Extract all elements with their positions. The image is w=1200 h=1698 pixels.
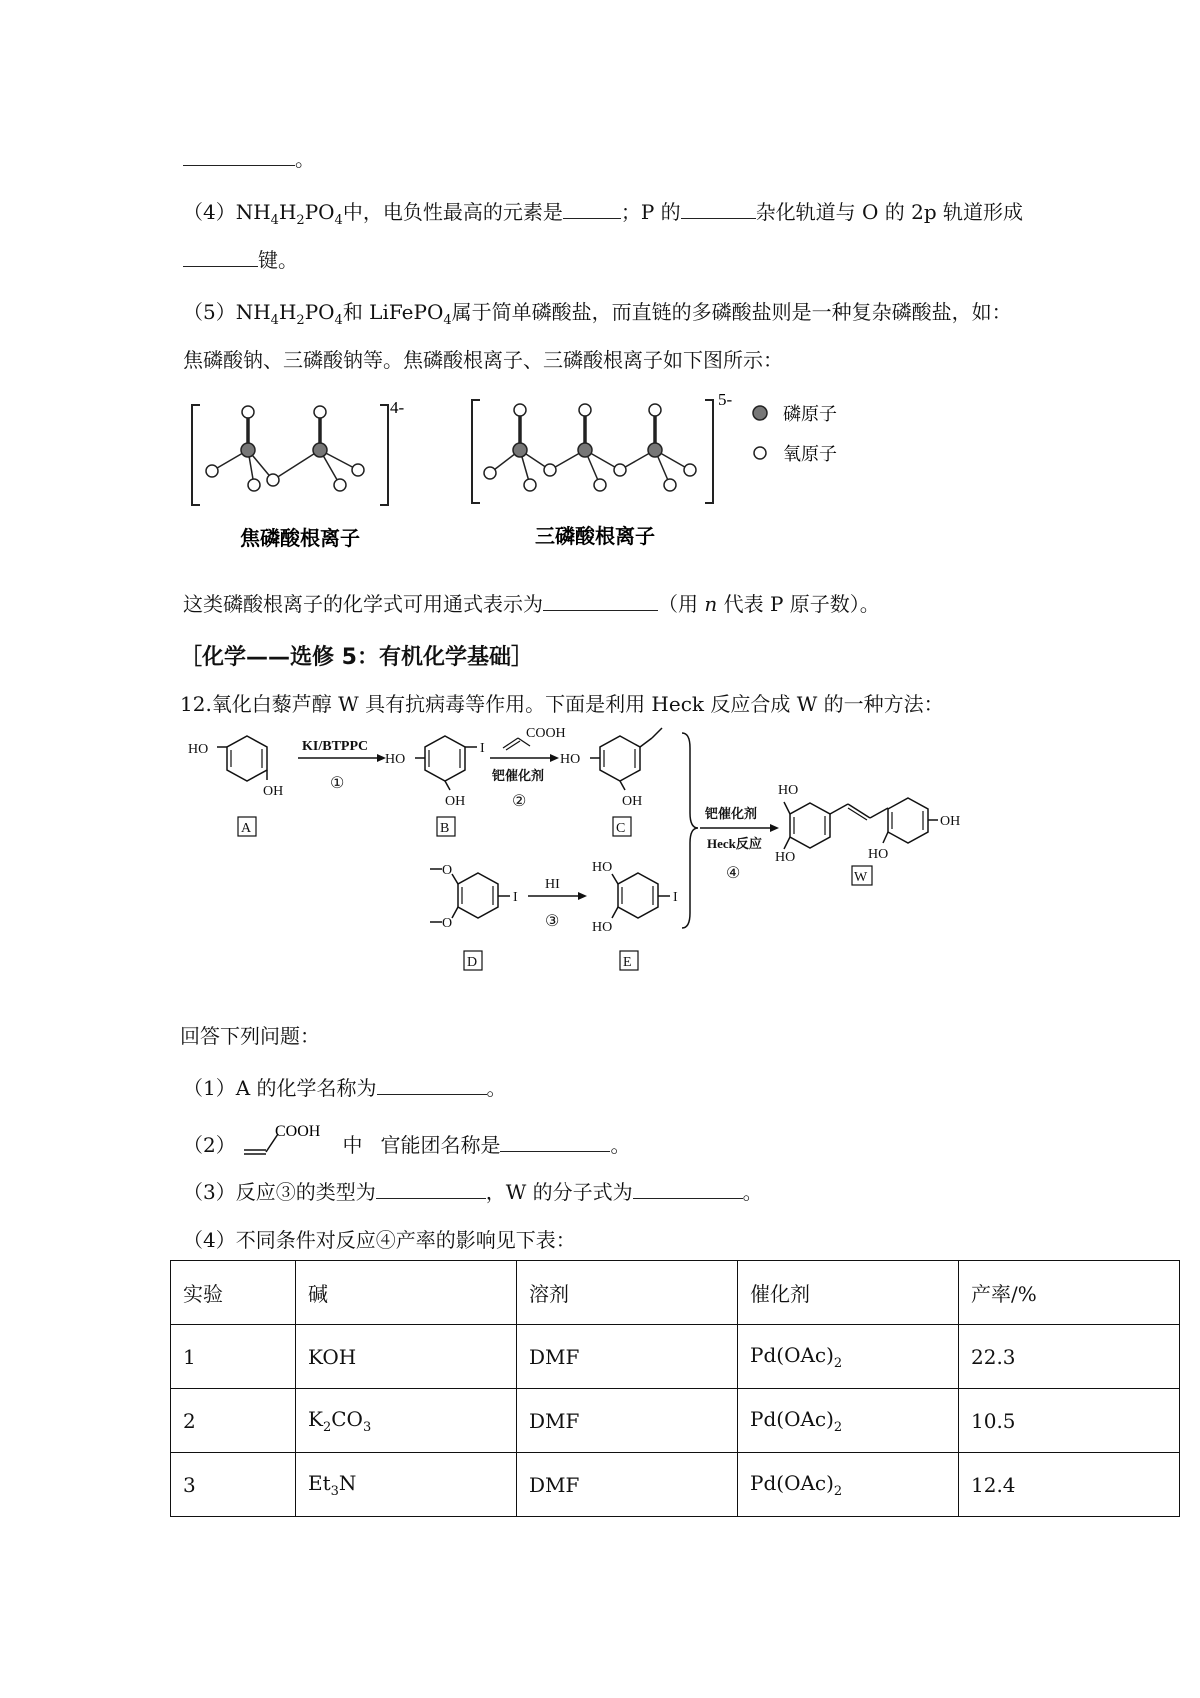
q4-line-1: $(4)NH_4H_2PO_4$中，电负性最高的元素是 ；P 的 杂化轨道与 O 的 2p 轨道形成 xyxy=(183,200,1024,228)
svg-text:三磷酸根离子: 三磷酸根离子 xyxy=(535,526,655,548)
q12-sub-3: （3）反应③的类型为 ，W 的分子式为 。 xyxy=(183,1180,763,1204)
svg-text:OH: OH xyxy=(263,784,284,799)
q12-sub-2: （2） COOH 中 官能团名称是 。 xyxy=(183,1123,631,1157)
svg-text:焦磷酸根离子: 焦磷酸根离子 xyxy=(240,528,360,550)
table-header-cell: 溶剂 xyxy=(517,1261,738,1325)
svg-text:I: I xyxy=(673,890,678,905)
svg-text:B: B xyxy=(440,821,450,836)
answer-blank xyxy=(563,198,621,219)
phosphate-ions-figure xyxy=(190,390,950,555)
arrow-step-2 xyxy=(490,726,566,810)
svg-text:钯催化剂: 钯催化剂 xyxy=(492,768,545,783)
q4-line-2: 键。 xyxy=(183,246,298,274)
svg-text:HO: HO xyxy=(868,847,889,862)
svg-text:HO: HO xyxy=(775,850,796,865)
svg-text:HO: HO xyxy=(385,752,406,767)
svg-text:OH: OH xyxy=(622,794,643,809)
table-header-cell: 产率/% xyxy=(959,1261,1180,1325)
svg-text:I: I xyxy=(480,741,485,756)
table-header-cell: 催化剂 xyxy=(738,1261,959,1325)
q12-sub-4: （4）不同条件对反应④产率的影响见下表： xyxy=(183,1228,576,1252)
table-header-cell: 碱 xyxy=(296,1261,517,1325)
answer-blank xyxy=(681,198,756,219)
compound-D xyxy=(430,863,518,970)
oxygen-legend-icon xyxy=(754,447,766,459)
prev-answer-line: 。 xyxy=(183,145,315,173)
svg-text:HO: HO xyxy=(592,920,613,935)
arrow-step-4 xyxy=(700,806,779,882)
legend xyxy=(753,404,837,464)
svg-text:HO: HO xyxy=(592,860,613,875)
answer-blank xyxy=(183,246,258,267)
answer-blank xyxy=(376,1178,486,1199)
answer-blank xyxy=(500,1131,610,1152)
answer-blank xyxy=(377,1074,487,1095)
yield-table xyxy=(170,1260,1180,1517)
svg-text:COOH: COOH xyxy=(275,1123,321,1140)
table-row: 1 KOH DMF $Pd(OAc)_2$ 22.3 xyxy=(171,1325,1180,1389)
arrow-step-3 xyxy=(528,877,587,930)
svg-text:HI: HI xyxy=(545,877,560,892)
svg-text:C: C xyxy=(616,821,626,836)
svg-text:钯催化剂: 钯催化剂 xyxy=(705,806,758,821)
svg-text:HO: HO xyxy=(778,783,799,798)
triphosphate-ion xyxy=(472,390,733,548)
compound-E xyxy=(592,860,678,970)
svg-text:A: A xyxy=(241,821,252,836)
answer-blank xyxy=(183,145,295,166)
answer-intro: 回答下列问题： xyxy=(180,1024,320,1048)
answer-blank xyxy=(543,590,658,611)
table-row: 2 $K_2CO_3$ DMF $Pd(OAc)_2$ 10.5 xyxy=(171,1389,1180,1453)
q5-line-2: 焦磷酸钠、三磷酸钠等。焦磷酸根离子、三磷酸根离子如下图所示： xyxy=(183,348,783,372)
svg-text:W: W xyxy=(854,870,868,885)
q5-line-3: 这类磷酸根离子的化学式可用通式表示为 （用 n 代表 P 原子数）。 xyxy=(183,592,880,616)
pyrophosphate-ion xyxy=(192,398,405,550)
svg-text:O: O xyxy=(442,863,453,878)
svg-text:OH: OH xyxy=(445,794,466,809)
arrow-step-1 xyxy=(298,739,386,792)
reaction-scheme xyxy=(180,728,1000,998)
answer-blank xyxy=(633,1178,743,1199)
table-header-cell: 实验 xyxy=(171,1261,296,1325)
svg-text:②: ② xyxy=(512,793,527,810)
svg-text:4-: 4- xyxy=(390,398,405,417)
table-row: 3 $Et_3N$ DMF $Pd(OAc)_2$ 12.4 xyxy=(171,1453,1180,1517)
phosphorus-legend-icon xyxy=(753,406,767,420)
svg-text:HO: HO xyxy=(188,742,209,757)
svg-text:D: D xyxy=(467,955,478,970)
q12-intro: 12.氧化白藜芦醇 W 具有抗病毒等作用。下面是利用 Heck 反应合成 W 的一种方法： xyxy=(180,692,944,716)
svg-text:③: ③ xyxy=(545,913,560,930)
compound-B xyxy=(385,736,485,836)
svg-text:Heck反应: Heck反应 xyxy=(707,836,762,851)
svg-text:磷原子: 磷原子 xyxy=(783,404,837,424)
acrylic-acid-structure xyxy=(242,1123,321,1158)
svg-text:KI/BTPPC: KI/BTPPC xyxy=(302,739,369,754)
svg-text:④: ④ xyxy=(726,865,741,882)
table-header-row xyxy=(171,1261,1180,1325)
q5-line-1: $(5)NH_4H_2PO_4$和 LiFePO$_4$属于简单磷酸盐，而直链的多磷酸盐则是一种复杂磷酸盐，如： xyxy=(183,300,1012,328)
svg-text:5-: 5- xyxy=(718,390,733,409)
compound-C xyxy=(560,728,662,836)
svg-text:HO: HO xyxy=(560,752,581,767)
svg-text:氧原子: 氧原子 xyxy=(783,444,837,464)
svg-text:E: E xyxy=(623,955,632,970)
compound-W xyxy=(775,783,960,885)
q12-sub-1: （1）A 的化学名称为 。 xyxy=(183,1076,507,1100)
svg-text:①: ① xyxy=(330,775,345,792)
section-header: ［化学——选修 5：有机化学基础］ xyxy=(180,645,533,670)
svg-text:OH: OH xyxy=(940,814,961,829)
svg-text:O: O xyxy=(442,916,453,931)
svg-text:I: I xyxy=(513,890,518,905)
svg-text:COOH: COOH xyxy=(526,726,566,741)
combination-brace xyxy=(682,733,698,928)
compound-A xyxy=(188,736,283,836)
